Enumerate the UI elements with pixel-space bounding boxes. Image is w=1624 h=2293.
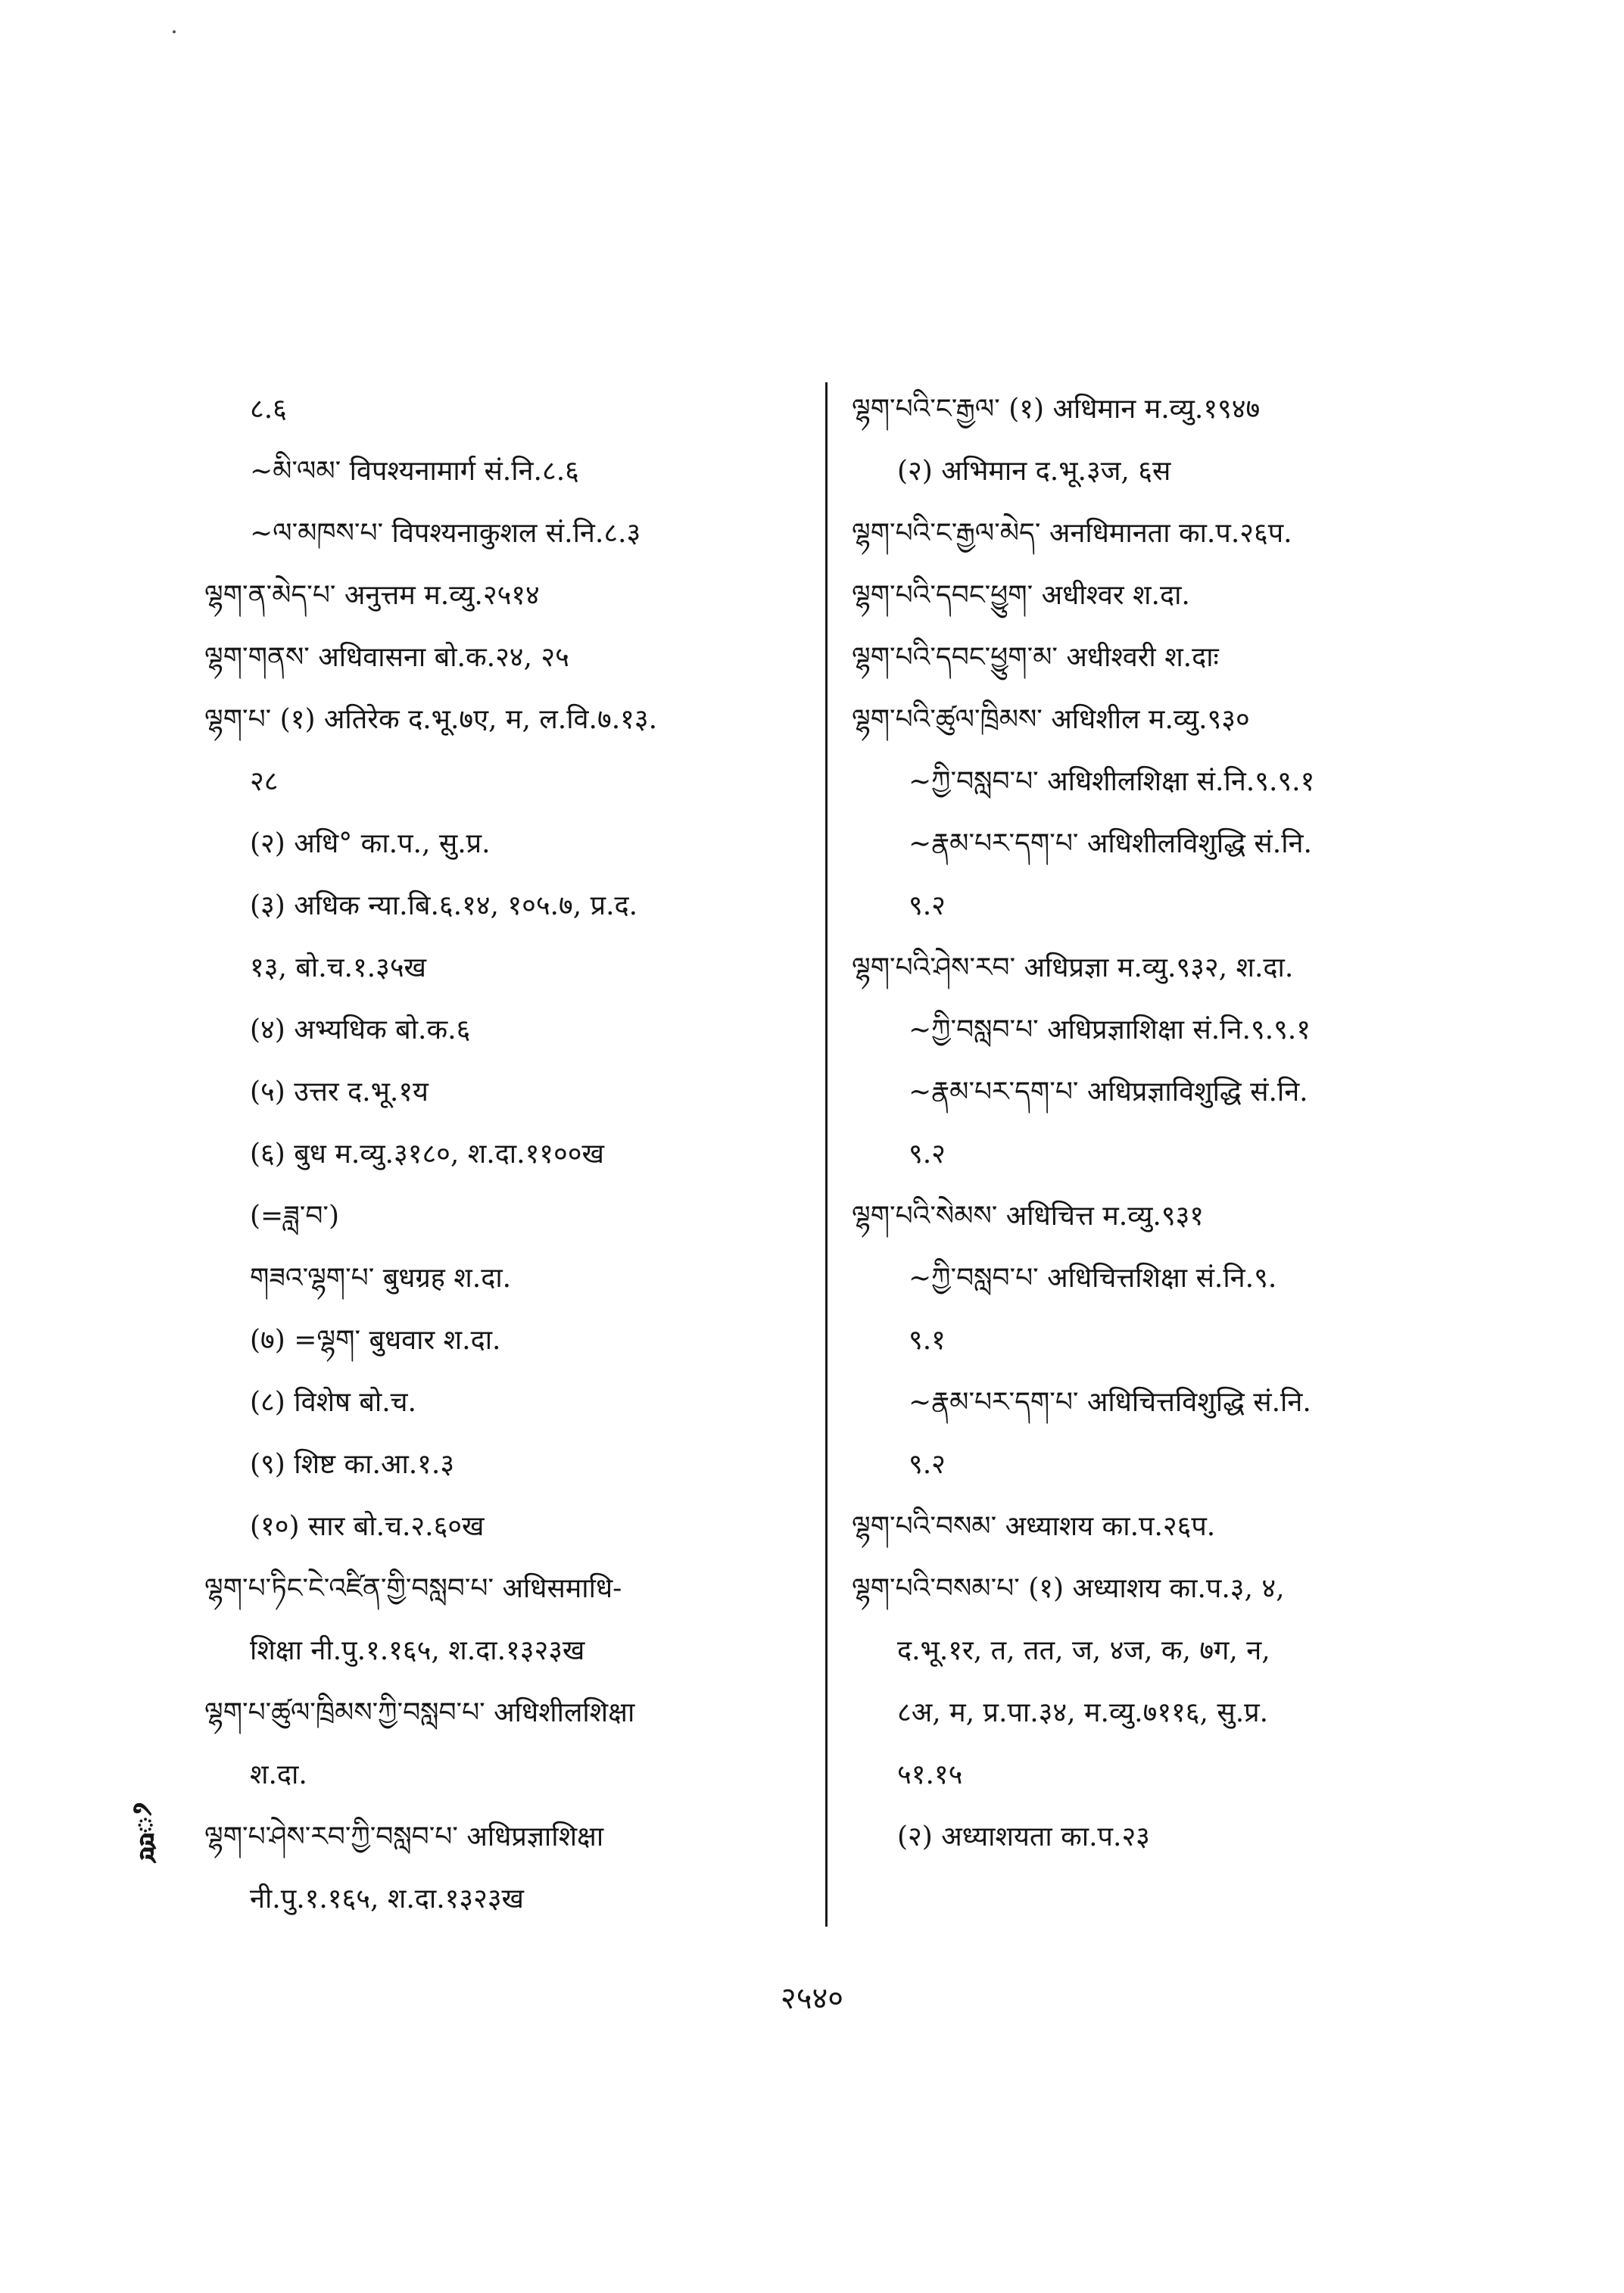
sub-entry: ~ཀྱི་བསླབ་པ་ अधिशीलशिक्षा सं.नि.९.९.१ xyxy=(909,766,1315,797)
sub-entry: श.दा. xyxy=(250,1759,307,1790)
headword-entry: ལྷག་པའི་དབང་ཕྱུག་མ་ अधीश्वरी श.दाः xyxy=(852,642,1219,673)
headword-entry: ལྷག་པའི་ང་རྒྱལ་མེད་ अनधिमानता का.प.२६प. xyxy=(852,518,1292,549)
headword-entry: ལྷག་པའི་ཚུལ་ཁྲིམས་ अधिशील म.व्यु.९३० xyxy=(852,704,1250,735)
sub-entry: द.भू.१र, त, तत, ज, ४ज, क, ७ग, न, xyxy=(897,1635,1270,1666)
sub-entry: གཟའ་ལྷག་པ་ बुधग्रह श.दा. xyxy=(250,1263,512,1294)
headword-entry: ལྷག་པའི་ང་རྒྱལ་ (१) अधिमान म.व्यु.१९४७ xyxy=(852,394,1261,425)
sub-entry: (६) बुध म.व्यु.३१८०, श.दा.११००ख xyxy=(250,1139,604,1170)
headword-entry: ལྷག་པའི་སེམས་ अधिचित्त म.व्यु.९३१ xyxy=(852,1201,1205,1232)
sub-entry: नी.पु.१.१६५, श.दा.१३२३ख xyxy=(250,1883,524,1914)
sub-entry: ~རྣམ་པར་དག་པ་ अधिशीलविशुद्धि सं.नि. xyxy=(909,828,1312,859)
sub-entry: (=ཟླ་བ་) xyxy=(250,1201,340,1232)
headword-entry: ལྷག་ན་མེད་པ་ अनुत्तम म.व्यु.२५१४ xyxy=(204,580,540,611)
sub-entry: (९) शिष्ट का.आ.१.३ xyxy=(250,1449,455,1480)
sub-entry: ९.२ xyxy=(909,1449,946,1480)
margin-mark: ཱཱི xyxy=(136,1809,155,1847)
sub-entry: ~ཀྱི་བསླབ་པ་ अधिचित्तशिक्षा सं.नि.९. xyxy=(909,1263,1277,1294)
sub-entry: ~རྣམ་པར་དག་པ་ अधिप्रज्ञाविशुद्धि सं.नि. xyxy=(909,1076,1308,1108)
sub-entry: (७) =ལྷག་ बुधवार श.दा. xyxy=(250,1325,501,1356)
sub-entry: ~ལ་མཁས་པ་ विपश्यनाकुशल सं.नि.८.३ xyxy=(250,518,641,549)
sub-entry: (१०) सार बो.च.२.६०ख xyxy=(250,1511,485,1542)
page-number: २५४० xyxy=(780,1981,844,2016)
sub-entry: (२) अभिमान द.भू.३ज, ६स xyxy=(897,456,1171,487)
sub-entry: ८अ, म, प्र.पा.३४, म.व्यु.७११६, सु.प्र. xyxy=(897,1697,1269,1728)
sub-entry: (४) अभ्यधिक बो.क.६ xyxy=(250,1014,471,1045)
column-divider xyxy=(825,382,828,1927)
headword-entry: ལྷག་པའི་དབང་ཕྱུག་ अधीश्वर श.दा. xyxy=(852,580,1190,611)
sub-entry: ~མི་ལམ་ विपश्यनामार्ग सं.नि.८.६ xyxy=(250,456,579,487)
sub-entry: ~རྣམ་པར་དག་པ་ अधिचित्तविशुद्धि सं.नि. xyxy=(909,1387,1311,1418)
sub-entry: ~ཀྱི་བསླབ་པ་ अधिप्रज्ञाशिक्षा सं.नि.९.९.१ xyxy=(909,1014,1311,1045)
headword-entry: ལྷག་པ་ཏིང་ངེ་འཛིན་གྱི་བསླབ་པ་ अधिसमाधि- xyxy=(204,1573,622,1604)
sub-entry: (५) उत्तर द.भू.१य xyxy=(250,1076,429,1108)
headword-entry: ལྷག་པའི་བསམ་ अध्याशय का.प.२६प. xyxy=(852,1511,1216,1542)
sub-entry: ९.१ xyxy=(909,1325,946,1356)
sub-entry: (२) अधि° का.प., सु.प्र. xyxy=(250,828,491,859)
headword-entry: ལྷག་པ་ཤེས་རབ་ཀྱི་བསླབ་པ་ अधिप्रज्ञाशिक्षा xyxy=(204,1821,604,1852)
sub-entry: ८.६ xyxy=(250,394,287,425)
headword-entry: ལྷག་པ་ཚུལ་ཁྲིམས་ཀྱི་བསླབ་པ་ अधिशीलशिक्षा xyxy=(204,1697,635,1728)
headword-entry: ལྷག་པ་ (१) अतिरेक द.भू.७ए, म, ल.वि.७.१३. xyxy=(204,704,658,735)
sub-entry: (२) अध्याशयता का.प.२३ xyxy=(897,1821,1150,1852)
right-column xyxy=(852,379,1457,1868)
headword-entry: ལྷག་གནས་ अधिवासना बो.क.२४, २५ xyxy=(204,642,569,673)
headword-entry: ལྷག་པའི་བསམ་པ་ (१) अध्याशय का.प.३, ४, xyxy=(852,1573,1285,1604)
sub-entry: ५१.१५ xyxy=(897,1759,963,1790)
sub-entry: १३, बो.च.१.३५ख xyxy=(250,952,427,983)
headword-entry: ལྷག་པའི་ཤེས་རབ་ अधिप्रज्ञा म.व्यु.९३२, श.दा. xyxy=(852,952,1294,983)
sub-entry: ९.२ xyxy=(909,890,946,921)
sub-entry: शिक्षा नी.पु.१.१६५, श.दा.१३२३ख xyxy=(250,1635,585,1666)
left-column xyxy=(204,379,803,1930)
sub-entry: (३) अधिक न्या.बि.६.१४, १०५.७, प्र.द. xyxy=(250,890,638,921)
sub-entry: ९.२ xyxy=(909,1139,946,1170)
scan-speck xyxy=(173,30,176,33)
sub-entry: २८ xyxy=(250,766,279,797)
sub-entry: (८) विशेष बो.च. xyxy=(250,1387,416,1418)
